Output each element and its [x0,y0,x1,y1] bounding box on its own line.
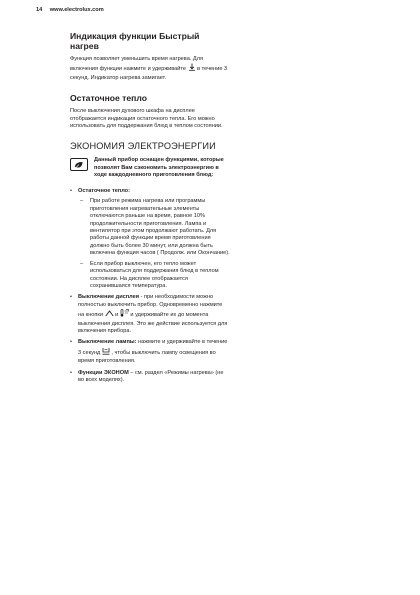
residual-heat-sublist [78,198,230,290]
display-off-text-1: - при необходимости можно полностью выключить прибор. Одновременно нажмите на кнопки [78,294,223,319]
lamp-off-label: Выключение лампы: [78,339,137,346]
display-off-text-2: и удерживайте их до момента выключения дисплея. Это же действие используется для включения прибора. [78,312,228,334]
lamp-off-item [70,339,230,365]
display-off-and: и [115,312,119,319]
display-off-label: Выключение дисплея [78,294,139,301]
page-content [70,31,230,388]
residual-heat-label: Остаточное тепло: [78,188,130,195]
display-off-item [70,294,230,335]
up-arrow-icon [105,310,114,320]
energy-list [70,188,230,384]
energy-note-text: Данный прибор оснащен функциями, которые позволят Вам сэкономить электроэнергию в ходе каждодневного приготовления блюд: [94,157,224,178]
residual-heat-subitem-2: – Если прибор выключен, его тепло может использоваться для поддержания блюд в теплом состоянии. На дисплее отображается сохранившаяся температура. [78,261,230,291]
fast-heat-text-part1: Функция позволяет уменьшить время нагрева. Для включения функции нажмите и удерживайте [70,56,204,73]
temperature-key-icon [120,309,129,320]
fast-heat-icon [188,63,196,74]
page-header [36,7,104,13]
energy-note [70,157,230,179]
residual-heat-title: Остаточное тепло [70,93,147,104]
fast-heat-title: Индикация функции Быстрый нагрев [70,31,200,51]
residual-heat-subitem-1: – При работе режима нагрева или программы приготовления нагревательные элементы отключаются раньше на время, равное 10% продолжительности приготовления. Лампа и вентилятор при этом продолжают работать. Для работы данной функции время приготовления должно быть более 30 минут, или должна быть включена функция часов ( Продолж. или Окончание). [78,198,230,257]
leaf-icon [70,158,88,171]
econom-label: Функции ЭКОНОМ [78,369,129,376]
econom-text: – см. раздел «Режимы нагрева» (не во всех моделях). [78,369,224,383]
website: www.electrolux.com [49,7,104,13]
lamp-off-text-2: , чтобы выключить лампу освещения во время приготовления. [78,349,216,365]
lamp-key-icon [102,347,110,358]
residual-heat-item [70,188,230,290]
energy-section-title: ЭКОНОМИЯ ЭЛЕКТРОЭНЕРГИИ [70,141,216,152]
residual-heat-text: После выключения духового шкафа на дисплее отображается индикация остаточного тепла. Его можно использовать для поддержания блюд в теплом состоянии. [70,108,223,130]
page-number: 14 [36,7,43,13]
econom-item [70,370,230,385]
lamp-off-text-1: нажмите и удерживайте в течение 3 секунд [78,339,228,356]
fast-heat-text [70,56,230,82]
fast-heat-text-part2: в течение 3 секунд. Индикатор нагрева замигает. [70,66,228,81]
